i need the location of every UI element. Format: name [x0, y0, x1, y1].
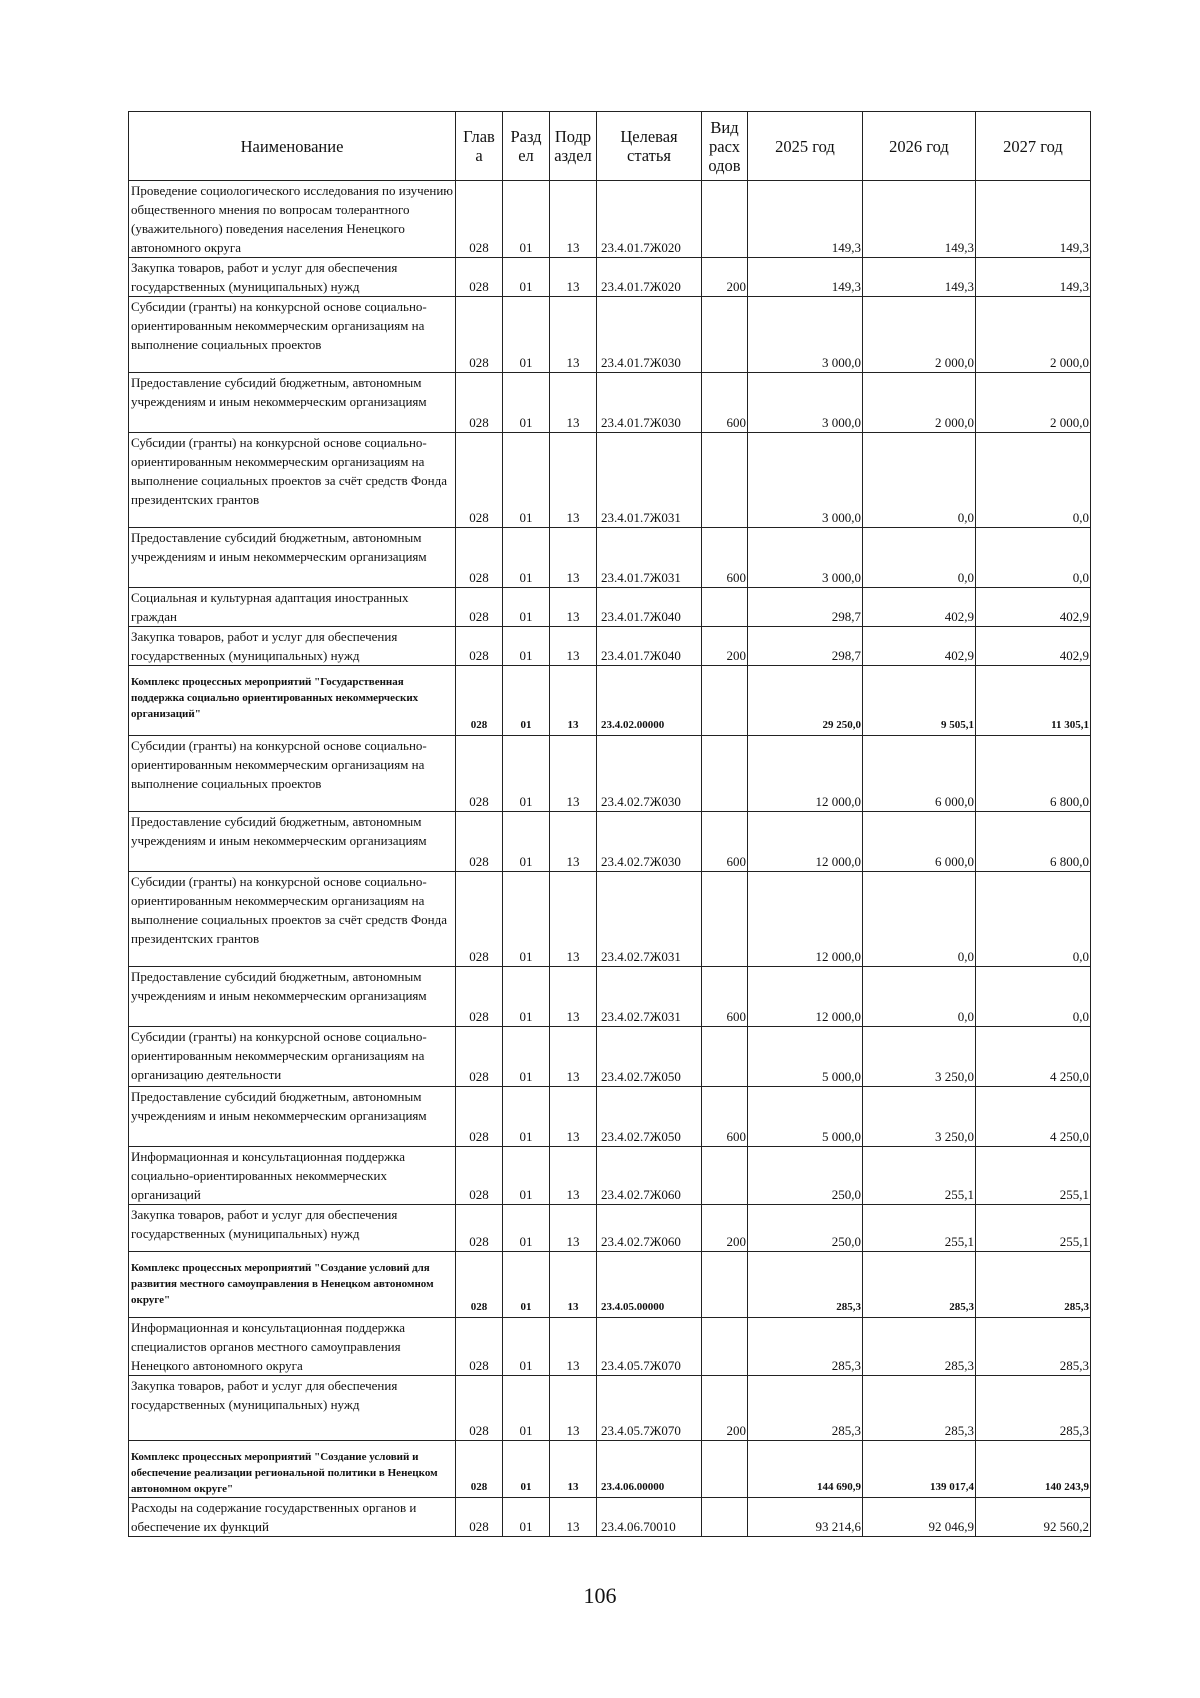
cell-2027: 4 250,0 — [976, 1027, 1091, 1087]
cell-2026: 3 250,0 — [863, 1027, 976, 1087]
cell-glava: 028 — [456, 1252, 503, 1318]
cell-glava: 028 — [456, 967, 503, 1027]
cell-tselevaya: 23.4.02.7Ж060 — [597, 1205, 702, 1252]
cell-2027: 285,3 — [976, 1252, 1091, 1318]
cell-2027: 92 560,2 — [976, 1498, 1091, 1537]
cell-vid — [702, 1441, 748, 1498]
cell-tselevaya: 23.4.01.7Ж020 — [597, 181, 702, 258]
cell-vid — [702, 1027, 748, 1087]
cell-tselevaya: 23.4.01.7Ж031 — [597, 433, 702, 528]
cell-vid — [702, 872, 748, 967]
cell-razdel: 01 — [503, 872, 550, 967]
cell-2025: 298,7 — [748, 588, 863, 627]
cell-name: Закупка товаров, работ и услуг для обеспечения государственных (муниципальных) нужд — [129, 1205, 456, 1252]
cell-tselevaya: 23.4.01.7Ж031 — [597, 528, 702, 588]
cell-glava: 028 — [456, 297, 503, 373]
cell-razdel: 01 — [503, 588, 550, 627]
cell-2025: 5 000,0 — [748, 1087, 863, 1147]
cell-vid — [702, 736, 748, 812]
cell-podrazdel: 13 — [550, 1147, 597, 1205]
cell-tselevaya: 23.4.02.7Ж030 — [597, 736, 702, 812]
cell-2025: 285,3 — [748, 1376, 863, 1441]
cell-tselevaya: 23.4.02.7Ж031 — [597, 967, 702, 1027]
cell-tselevaya: 23.4.06.70010 — [597, 1498, 702, 1537]
header-name: Наименование — [129, 112, 456, 181]
table-row — [129, 967, 1091, 1027]
cell-2026: 402,9 — [863, 588, 976, 627]
cell-2025: 3 000,0 — [748, 297, 863, 373]
cell-2026: 0,0 — [863, 528, 976, 588]
cell-razdel: 01 — [503, 258, 550, 297]
cell-2025: 3 000,0 — [748, 433, 863, 528]
cell-name: Предоставление субсидий бюджетным, автономным учреждениям и иным некоммерческим организациям — [129, 967, 456, 1027]
cell-2027: 149,3 — [976, 181, 1091, 258]
cell-glava: 028 — [456, 872, 503, 967]
cell-razdel: 01 — [503, 1027, 550, 1087]
cell-podrazdel: 13 — [550, 872, 597, 967]
cell-2026: 285,3 — [863, 1252, 976, 1318]
page-number: 106 — [583, 1583, 617, 1608]
cell-podrazdel: 13 — [550, 736, 597, 812]
cell-vid — [702, 181, 748, 258]
cell-podrazdel: 13 — [550, 1318, 597, 1376]
cell-name: Комплекс процессных мероприятий "Государственная поддержка социально ориентированных некоммерческих организаций" — [129, 666, 456, 736]
cell-2027: 255,1 — [976, 1205, 1091, 1252]
cell-name: Закупка товаров, работ и услуг для обеспечения государственных (муниципальных) нужд — [129, 627, 456, 666]
cell-podrazdel: 13 — [550, 627, 597, 666]
cell-name: Предоставление субсидий бюджетным, автономным учреждениям и иным некоммерческим организациям — [129, 528, 456, 588]
cell-2025: 250,0 — [748, 1147, 863, 1205]
cell-2025: 5 000,0 — [748, 1027, 863, 1087]
cell-2027: 0,0 — [976, 967, 1091, 1027]
cell-2027: 149,3 — [976, 258, 1091, 297]
table-row — [129, 181, 1091, 258]
cell-podrazdel: 13 — [550, 1205, 597, 1252]
cell-glava: 028 — [456, 736, 503, 812]
table-row — [129, 297, 1091, 373]
cell-glava: 028 — [456, 258, 503, 297]
cell-glava: 028 — [456, 1205, 503, 1252]
table-header-row — [129, 112, 1091, 181]
cell-glava: 028 — [456, 1027, 503, 1087]
cell-vid: 200 — [702, 627, 748, 666]
cell-vid: 600 — [702, 967, 748, 1027]
cell-razdel: 01 — [503, 297, 550, 373]
cell-podrazdel: 13 — [550, 373, 597, 433]
cell-2025: 3 000,0 — [748, 373, 863, 433]
cell-glava: 028 — [456, 1441, 503, 1498]
cell-2025: 149,3 — [748, 181, 863, 258]
cell-razdel: 01 — [503, 1147, 550, 1205]
cell-name: Субсидии (гранты) на конкурсной основе социально-ориентированным некоммерческим организациям на выполнение социальных проектов — [129, 736, 456, 812]
cell-name: Информационная и консультационная поддержка специалистов органов местного самоуправления Ненецкого автономного округа — [129, 1318, 456, 1376]
cell-vid: 200 — [702, 1376, 748, 1441]
table-row — [129, 258, 1091, 297]
cell-vid — [702, 433, 748, 528]
cell-tselevaya: 23.4.01.7Ж040 — [597, 627, 702, 666]
cell-2026: 3 250,0 — [863, 1087, 976, 1147]
cell-2026: 6 000,0 — [863, 736, 976, 812]
cell-2027: 140 243,9 — [976, 1441, 1091, 1498]
header-2025: 2025 год — [748, 112, 863, 181]
cell-2027: 2 000,0 — [976, 373, 1091, 433]
cell-podrazdel: 13 — [550, 967, 597, 1027]
cell-vid — [702, 1318, 748, 1376]
cell-2027: 285,3 — [976, 1318, 1091, 1376]
table-body — [129, 181, 1091, 1537]
cell-razdel: 01 — [503, 812, 550, 872]
cell-podrazdel: 13 — [550, 812, 597, 872]
cell-2025: 12 000,0 — [748, 812, 863, 872]
cell-vid — [702, 588, 748, 627]
cell-name: Предоставление субсидий бюджетным, автономным учреждениям и иным некоммерческим организациям — [129, 373, 456, 433]
table-row — [129, 528, 1091, 588]
cell-2025: 93 214,6 — [748, 1498, 863, 1537]
cell-2027: 255,1 — [976, 1147, 1091, 1205]
cell-name: Проведение социологического исследования по изучению общественного мнения по вопросам толерантного (уважительного) поведения населения Ненецкого автономного округа — [129, 181, 456, 258]
cell-2025: 12 000,0 — [748, 736, 863, 812]
cell-razdel: 01 — [503, 627, 550, 666]
cell-podrazdel: 13 — [550, 181, 597, 258]
cell-2027: 11 305,1 — [976, 666, 1091, 736]
cell-podrazdel: 13 — [550, 666, 597, 736]
cell-2025: 250,0 — [748, 1205, 863, 1252]
cell-2027: 0,0 — [976, 528, 1091, 588]
cell-razdel: 01 — [503, 1498, 550, 1537]
cell-podrazdel: 13 — [550, 1441, 597, 1498]
table-row — [129, 1318, 1091, 1376]
cell-razdel: 01 — [503, 1318, 550, 1376]
cell-podrazdel: 13 — [550, 433, 597, 528]
cell-vid: 600 — [702, 528, 748, 588]
table-row — [129, 1252, 1091, 1318]
cell-podrazdel: 13 — [550, 1376, 597, 1441]
cell-tselevaya: 23.4.02.7Ж031 — [597, 872, 702, 967]
cell-glava: 028 — [456, 1147, 503, 1205]
cell-glava: 028 — [456, 812, 503, 872]
cell-2026: 2 000,0 — [863, 297, 976, 373]
cell-podrazdel: 13 — [550, 297, 597, 373]
cell-2025: 285,3 — [748, 1318, 863, 1376]
table-row — [129, 1027, 1091, 1087]
cell-tselevaya: 23.4.02.7Ж060 — [597, 1147, 702, 1205]
header-2026: 2026 год — [863, 112, 976, 181]
cell-2026: 92 046,9 — [863, 1498, 976, 1537]
table-row — [129, 373, 1091, 433]
cell-razdel: 01 — [503, 373, 550, 433]
cell-2026: 6 000,0 — [863, 812, 976, 872]
cell-glava: 028 — [456, 181, 503, 258]
cell-vid: 600 — [702, 373, 748, 433]
cell-glava: 028 — [456, 1318, 503, 1376]
cell-2026: 0,0 — [863, 872, 976, 967]
cell-2027: 6 800,0 — [976, 736, 1091, 812]
cell-2027: 402,9 — [976, 627, 1091, 666]
cell-2025: 285,3 — [748, 1252, 863, 1318]
cell-tselevaya: 23.4.05.7Ж070 — [597, 1318, 702, 1376]
cell-name: Субсидии (гранты) на конкурсной основе социально-ориентированным некоммерческим организациям на выполнение социальных проектов — [129, 297, 456, 373]
cell-tselevaya: 23.4.05.7Ж070 — [597, 1376, 702, 1441]
cell-glava: 028 — [456, 1087, 503, 1147]
cell-2026: 285,3 — [863, 1318, 976, 1376]
cell-2027: 2 000,0 — [976, 297, 1091, 373]
cell-razdel: 01 — [503, 666, 550, 736]
cell-vid: 200 — [702, 258, 748, 297]
table-row — [129, 433, 1091, 528]
header-glava: Глав а — [456, 112, 503, 181]
cell-2025: 149,3 — [748, 258, 863, 297]
cell-tselevaya: 23.4.02.7Ж050 — [597, 1027, 702, 1087]
cell-tselevaya: 23.4.01.7Ж030 — [597, 373, 702, 433]
table-row — [129, 1087, 1091, 1147]
cell-razdel: 01 — [503, 967, 550, 1027]
header-podrazdel: Подр аздел — [550, 112, 597, 181]
cell-tselevaya: 23.4.06.00000 — [597, 1441, 702, 1498]
cell-name: Субсидии (гранты) на конкурсной основе социально-ориентированным некоммерческим организациям на выполнение социальных проектов за счёт средств Фонда президентских грантов — [129, 433, 456, 528]
cell-2027: 4 250,0 — [976, 1087, 1091, 1147]
cell-2025: 298,7 — [748, 627, 863, 666]
cell-name: Субсидии (гранты) на конкурсной основе социально-ориентированным некоммерческим организациям на организацию деятельности — [129, 1027, 456, 1087]
cell-2025: 3 000,0 — [748, 528, 863, 588]
table-row — [129, 1498, 1091, 1537]
cell-vid — [702, 297, 748, 373]
cell-tselevaya: 23.4.02.7Ж030 — [597, 812, 702, 872]
cell-name: Предоставление субсидий бюджетным, автономным учреждениям и иным некоммерческим организациям — [129, 812, 456, 872]
cell-vid: 600 — [702, 1087, 748, 1147]
cell-razdel: 01 — [503, 1376, 550, 1441]
cell-razdel: 01 — [503, 528, 550, 588]
cell-name: Расходы на содержание государственных органов и обеспечение их функций — [129, 1498, 456, 1537]
cell-tselevaya: 23.4.01.7Ж020 — [597, 258, 702, 297]
cell-name: Закупка товаров, работ и услуг для обеспечения государственных (муниципальных) нужд — [129, 1376, 456, 1441]
cell-razdel: 01 — [503, 1087, 550, 1147]
cell-2026: 149,3 — [863, 181, 976, 258]
cell-vid — [702, 1252, 748, 1318]
cell-glava: 028 — [456, 528, 503, 588]
cell-2026: 0,0 — [863, 433, 976, 528]
cell-podrazdel: 13 — [550, 1498, 597, 1537]
cell-2026: 285,3 — [863, 1376, 976, 1441]
cell-glava: 028 — [456, 1376, 503, 1441]
header-tselevaya: Целевая статья — [597, 112, 702, 181]
cell-2027: 0,0 — [976, 433, 1091, 528]
budget-table — [128, 111, 1091, 1537]
cell-tselevaya: 23.4.02.00000 — [597, 666, 702, 736]
cell-2026: 255,1 — [863, 1147, 976, 1205]
table-row — [129, 627, 1091, 666]
cell-razdel: 01 — [503, 1252, 550, 1318]
cell-razdel: 01 — [503, 433, 550, 528]
cell-podrazdel: 13 — [550, 1027, 597, 1087]
cell-name: Субсидии (гранты) на конкурсной основе социально-ориентированным некоммерческим организациям на выполнение социальных проектов за счёт средств Фонда президентских грантов — [129, 872, 456, 967]
cell-vid: 200 — [702, 1205, 748, 1252]
table-row — [129, 812, 1091, 872]
cell-name: Комплекс процессных мероприятий "Создание условий для развития местного самоуправления в Ненецком автономном округе" — [129, 1252, 456, 1318]
cell-razdel: 01 — [503, 1441, 550, 1498]
table-row — [129, 1205, 1091, 1252]
cell-glava: 028 — [456, 627, 503, 666]
table-row — [129, 1376, 1091, 1441]
cell-razdel: 01 — [503, 736, 550, 812]
cell-vid: 600 — [702, 812, 748, 872]
cell-2025: 12 000,0 — [748, 967, 863, 1027]
cell-2027: 0,0 — [976, 872, 1091, 967]
cell-vid — [702, 666, 748, 736]
cell-glava: 028 — [456, 433, 503, 528]
cell-name: Закупка товаров, работ и услуг для обеспечения государственных (муниципальных) нужд — [129, 258, 456, 297]
budget-sheet — [128, 111, 1090, 1537]
cell-vid — [702, 1147, 748, 1205]
cell-name: Информационная и консультационная поддержка социально-ориентированных некоммерческих организаций — [129, 1147, 456, 1205]
cell-tselevaya: 23.4.02.7Ж050 — [597, 1087, 702, 1147]
cell-glava: 028 — [456, 666, 503, 736]
cell-name: Предоставление субсидий бюджетным, автономным учреждениям и иным некоммерческим организациям — [129, 1087, 456, 1147]
table-row — [129, 736, 1091, 812]
cell-razdel: 01 — [503, 181, 550, 258]
cell-2025: 12 000,0 — [748, 872, 863, 967]
cell-2026: 149,3 — [863, 258, 976, 297]
cell-glava: 028 — [456, 373, 503, 433]
cell-2025: 144 690,9 — [748, 1441, 863, 1498]
cell-razdel: 01 — [503, 1205, 550, 1252]
cell-glava: 028 — [456, 588, 503, 627]
cell-2025: 29 250,0 — [748, 666, 863, 736]
cell-glava: 028 — [456, 1498, 503, 1537]
cell-2026: 255,1 — [863, 1205, 976, 1252]
table-row — [129, 1147, 1091, 1205]
cell-podrazdel: 13 — [550, 1252, 597, 1318]
header-razdel: Разд ел — [503, 112, 550, 181]
cell-2026: 402,9 — [863, 627, 976, 666]
cell-tselevaya: 23.4.05.00000 — [597, 1252, 702, 1318]
cell-2026: 2 000,0 — [863, 373, 976, 433]
cell-2026: 9 505,1 — [863, 666, 976, 736]
cell-tselevaya: 23.4.01.7Ж030 — [597, 297, 702, 373]
cell-vid — [702, 1498, 748, 1537]
cell-podrazdel: 13 — [550, 528, 597, 588]
header-vid: Вид расх одов — [702, 112, 748, 181]
cell-tselevaya: 23.4.01.7Ж040 — [597, 588, 702, 627]
table-row — [129, 588, 1091, 627]
cell-podrazdel: 13 — [550, 258, 597, 297]
table-row — [129, 1441, 1091, 1498]
header-2027: 2027 год — [976, 112, 1091, 181]
cell-2026: 0,0 — [863, 967, 976, 1027]
cell-name: Социальная и культурная адаптация иностранных граждан — [129, 588, 456, 627]
cell-name: Комплекс процессных мероприятий "Создание условий и обеспечение реализации региональной политики в Ненецком автономном округе" — [129, 1441, 456, 1498]
table-row — [129, 872, 1091, 967]
table-row — [129, 666, 1091, 736]
cell-2027: 6 800,0 — [976, 812, 1091, 872]
cell-2027: 402,9 — [976, 588, 1091, 627]
cell-podrazdel: 13 — [550, 588, 597, 627]
cell-podrazdel: 13 — [550, 1087, 597, 1147]
cell-2027: 285,3 — [976, 1376, 1091, 1441]
cell-2026: 139 017,4 — [863, 1441, 976, 1498]
